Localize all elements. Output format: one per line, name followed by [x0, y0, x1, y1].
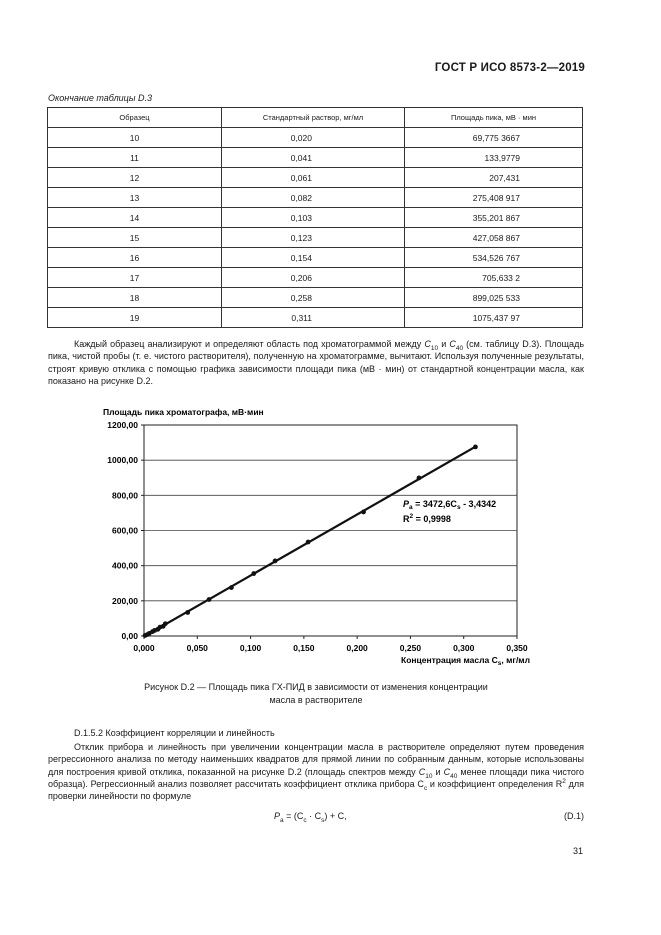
y-tick-label: 200,00 — [112, 595, 138, 606]
cell-peak-area: 427,058 867 — [405, 228, 583, 248]
cell-standard-solution: 0,206 — [222, 268, 405, 288]
cell-sample: 17 — [48, 268, 222, 288]
cell-peak-area: 1075,437 97 — [405, 308, 583, 328]
equation-end: - 3,4342 — [460, 499, 497, 509]
equation-sub-a: a — [409, 504, 413, 511]
cell-sample: 12 — [48, 168, 222, 188]
cell-peak-area: 899,025 533 — [405, 288, 583, 308]
x-axis-label-subscript: s — [497, 660, 502, 667]
data-point — [273, 559, 278, 564]
cell-standard-solution: 0,082 — [222, 188, 405, 208]
data-point — [361, 510, 366, 515]
chart-title: Площадь пика хроматографа, мВ·мин — [103, 407, 264, 417]
y-tick-label: 600,00 — [112, 525, 138, 536]
x-axis-label-unit: , мг/мл — [501, 655, 530, 665]
data-point — [229, 585, 234, 590]
cell-sample: 14 — [48, 208, 222, 228]
cell-standard-solution: 0,061 — [222, 168, 405, 188]
cell-standard-solution: 0,020 — [222, 128, 405, 148]
column-header-sample: Образец — [48, 108, 222, 128]
column-header-standard-solution: Стандартный раствор, мг/мл — [222, 108, 405, 128]
paragraph-sample-analysis: Каждый образец анализируют и определяют область под хроматограммой между $C_{10}$ и $C_{40}$ (см. таблицу D.3). Площадь пика, чистой пробы (т. е. чистого растворителя), полученную на хроматограмме, вычитают. Используя полученные результаты, строят кривую отклика с помощью графика зависимости площади пика (мВ · мин) от стандартной концентрации масла, как показано на рисунке D.2. — [48, 339, 585, 386]
cell-standard-solution: 0,311 — [222, 308, 405, 328]
y-tick-label: 1200,00 — [107, 420, 138, 430]
equation-p: P — [403, 499, 410, 509]
cell-peak-area: 133,9779 — [405, 148, 583, 168]
data-point — [185, 610, 190, 615]
cell-peak-area: 705,633 2 — [405, 268, 583, 288]
data-point — [207, 597, 212, 602]
x-tick-label: 0,300 — [453, 643, 475, 653]
x-tick-label: 0,350 — [506, 643, 528, 653]
x-tick-label: 0,200 — [346, 643, 368, 653]
cell-sample: 10 — [48, 128, 222, 148]
cell-sample: 13 — [48, 188, 222, 208]
r-squared-value: = 0,9998 — [413, 514, 451, 524]
cell-sample: 18 — [48, 288, 222, 308]
cell-peak-area: 69,775 3667 — [405, 128, 583, 148]
x-axis-label-main: Концентрация масла C — [401, 655, 498, 665]
cell-sample: 15 — [48, 228, 222, 248]
x-tick-label: 0,100 — [239, 643, 262, 653]
r-squared-sup: 2 — [409, 513, 414, 520]
cell-peak-area: 355,201 867 — [405, 208, 583, 228]
figure-caption: Рисунок D.2 — Площадь пика ГХ-ПИД в зависимости от изменения концентрации масла в растворителе — [144, 682, 488, 705]
cell-sample: 11 — [48, 148, 222, 168]
cell-sample: 19 — [48, 308, 222, 328]
x-tick-label: 0,150 — [293, 643, 315, 653]
formula-number: (D.1) — [564, 811, 584, 821]
page-number: 31 — [572, 846, 583, 856]
column-header-peak-area: Площадь пика, мВ · мин — [405, 108, 583, 128]
equation-mid: = 3472,6C — [412, 499, 457, 509]
data-point — [251, 571, 256, 576]
cell-standard-solution: 0,123 — [222, 228, 405, 248]
paragraph-linearity: Отклик прибора и линейность при увеличении концентрации масла в растворителе определяют путем проведения регрессионного анализа по методу наименьших квадратов для прямой линии по собранным данным, которые использованы для построения кривой отклика, показанной на рисунке D.2 (площадь спектров между $C_{10}$ и $C_{40}$ менее площади пика чистого образца). Регрессионный анализ позволяет рассчитать коэффициент отклика прибора $C_c$ и коэффициент определения $R^2$ для проверки линейности по формуле — [48, 742, 584, 802]
cell-standard-solution: 0,258 — [222, 288, 405, 308]
x-axis-label — [401, 655, 530, 667]
cell-peak-area: 275,408 917 — [405, 188, 583, 208]
cell-sample: 16 — [48, 248, 222, 268]
table-caption: Окончание таблицы D.3 — [48, 93, 152, 103]
data-point — [306, 540, 311, 545]
x-tick-label: 0,050 — [186, 643, 208, 653]
r-squared-r: R — [403, 514, 410, 524]
data-point — [473, 445, 478, 450]
formula-expression: $P_a = (C_c \cdot C_s) + C$, — [274, 811, 347, 824]
r-squared-label — [403, 513, 451, 524]
data-point — [163, 621, 168, 626]
section-heading: D.1.5.2 Коэффициент корреляции и линейность — [74, 728, 275, 738]
document-code: ГОСТ Р ИСО 8573-2—2019 — [434, 62, 585, 74]
equation-sub-s: s — [456, 504, 461, 511]
y-tick-label: 800,00 — [112, 490, 138, 501]
cell-standard-solution: 0,154 — [222, 248, 405, 268]
y-tick-label: 0,00 — [121, 631, 138, 641]
cell-peak-area: 534,526 767 — [405, 248, 583, 268]
x-tick-label: 0,250 — [399, 643, 422, 653]
regression-equation — [403, 499, 496, 511]
cell-standard-solution: 0,041 — [222, 148, 405, 168]
cell-peak-area: 207,431 — [405, 168, 583, 188]
x-tick-label: 0,000 — [133, 643, 155, 653]
data-point — [417, 476, 422, 481]
cell-standard-solution: 0,103 — [222, 208, 405, 228]
y-tick-label: 400,00 — [112, 560, 138, 571]
y-tick-label: 1000,00 — [107, 455, 138, 466]
